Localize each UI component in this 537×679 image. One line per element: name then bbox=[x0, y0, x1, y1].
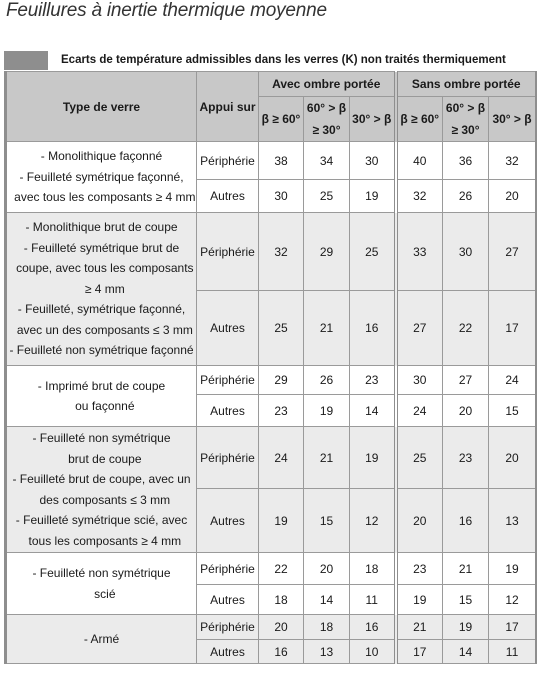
cell-value: 12 bbox=[489, 585, 537, 615]
cell-value: 23 bbox=[396, 553, 443, 585]
cell-value: 21 bbox=[304, 291, 350, 366]
cell-value: 32 bbox=[489, 142, 537, 180]
cell-value: 17 bbox=[489, 291, 537, 366]
cell-value: 27 bbox=[489, 213, 537, 291]
cell-value: 19 bbox=[396, 585, 443, 615]
table-row bbox=[6, 427, 537, 489]
cell-appui-sur: Autres bbox=[197, 180, 259, 213]
cell-value: 20 bbox=[396, 489, 443, 553]
cell-value: 30 bbox=[396, 366, 443, 395]
beta-line2: ≥ 30° bbox=[451, 123, 480, 137]
cell-appui-sur: Périphérie bbox=[197, 615, 259, 640]
type-line: - Feuilleté non symétrique façonné bbox=[9, 343, 194, 358]
cell-value: 19 bbox=[259, 489, 304, 553]
header-type-de-verre: Type de verre bbox=[6, 72, 197, 142]
cell-value: 27 bbox=[396, 291, 443, 366]
cell-value: 25 bbox=[259, 291, 304, 366]
cell-value: 30 bbox=[350, 142, 396, 180]
cell-value: 20 bbox=[489, 427, 537, 489]
cell-value: 22 bbox=[443, 291, 489, 366]
cell-value: 29 bbox=[259, 366, 304, 395]
table-row bbox=[6, 366, 537, 395]
cell-value: 13 bbox=[489, 489, 537, 553]
cell-value: 12 bbox=[350, 489, 396, 553]
type-line: avec tous les composants ≥ 4 mm bbox=[7, 190, 196, 205]
header-sans-ombre: Sans ombre portée bbox=[396, 72, 537, 97]
cell-appui-sur: Autres bbox=[197, 640, 259, 664]
type-line: brut de coupe bbox=[61, 451, 142, 466]
cell-value: 15 bbox=[304, 489, 350, 553]
cell-value: 32 bbox=[259, 213, 304, 291]
cell-type-de-verre bbox=[6, 213, 197, 366]
cell-value: 30 bbox=[259, 180, 304, 213]
cell-value: 13 bbox=[304, 640, 350, 664]
cell-value: 16 bbox=[443, 489, 489, 553]
cell-value: 34 bbox=[304, 142, 350, 180]
type-line: - Feuilleté, symétrique façonné, bbox=[17, 302, 186, 317]
cell-type-de-verre bbox=[6, 366, 197, 427]
cell-appui-sur: Périphérie bbox=[197, 213, 259, 291]
header-appui-sur: Appui sur bbox=[197, 72, 259, 142]
header-beta-60-30-sans bbox=[443, 97, 489, 142]
type-line: - Monolithique façonné bbox=[40, 149, 163, 164]
type-line: - Feuilleté symétrique façonné, bbox=[19, 169, 184, 184]
cell-value: 14 bbox=[304, 585, 350, 615]
cell-value: 14 bbox=[443, 640, 489, 664]
type-line: tous les composants ≥ 4 mm bbox=[21, 533, 182, 548]
cell-value: 19 bbox=[304, 395, 350, 427]
cell-value: 22 bbox=[259, 553, 304, 585]
cell-value: 19 bbox=[350, 180, 396, 213]
cell-value: 29 bbox=[304, 213, 350, 291]
type-line: - Imprimé brut de coupe bbox=[37, 378, 166, 393]
cell-value: 19 bbox=[489, 553, 537, 585]
table-body bbox=[6, 142, 537, 664]
cell-value: 27 bbox=[443, 366, 489, 395]
cell-value: 10 bbox=[350, 640, 396, 664]
cell-value: 20 bbox=[489, 180, 537, 213]
cell-value: 16 bbox=[350, 615, 396, 640]
cell-appui-sur: Périphérie bbox=[197, 553, 259, 585]
cell-value: 14 bbox=[350, 395, 396, 427]
table-caption: Ecarts de température admissibles dans les verres (K) non traités thermiquement bbox=[61, 54, 506, 66]
cell-value: 40 bbox=[396, 142, 443, 180]
cell-value: 20 bbox=[304, 553, 350, 585]
header-beta-ge-60-sans: β ≥ 60° bbox=[396, 97, 443, 142]
type-line: - Armé bbox=[83, 631, 120, 646]
cell-value: 25 bbox=[396, 427, 443, 489]
header-beta-lt-30-sans: 30° > β bbox=[489, 97, 537, 142]
cell-value: 19 bbox=[350, 427, 396, 489]
beta-line2: ≥ 30° bbox=[312, 123, 341, 137]
type-line: ou façonné bbox=[68, 399, 135, 413]
beta-line1: 60° > β bbox=[445, 101, 486, 115]
type-line: - Monolithique brut de coupe bbox=[25, 220, 178, 235]
cell-type-de-verre bbox=[6, 553, 197, 615]
cell-value: 18 bbox=[304, 615, 350, 640]
cell-value: 25 bbox=[304, 180, 350, 213]
cell-value: 11 bbox=[350, 585, 396, 615]
header-avec-ombre: Avec ombre portée bbox=[259, 72, 396, 97]
cell-appui-sur: Périphérie bbox=[197, 366, 259, 395]
table-row bbox=[6, 213, 537, 291]
cell-value: 38 bbox=[259, 142, 304, 180]
cell-value: 19 bbox=[443, 615, 489, 640]
cell-value: 15 bbox=[443, 585, 489, 615]
cell-value: 21 bbox=[396, 615, 443, 640]
type-line: - Feuilleté symétrique scié, avec bbox=[15, 513, 188, 527]
cell-value: 23 bbox=[350, 366, 396, 395]
table-row bbox=[6, 553, 537, 585]
type-line: - Feuilleté brut de coupe, avec un bbox=[12, 472, 191, 486]
cell-value: 21 bbox=[304, 427, 350, 489]
cell-value: 32 bbox=[396, 180, 443, 213]
type-line: - Feuilleté non symétrique bbox=[32, 566, 171, 580]
cell-value: 16 bbox=[259, 640, 304, 664]
type-line: coupe, avec tous les composants bbox=[9, 261, 194, 276]
cell-value: 33 bbox=[396, 213, 443, 291]
header-beta-ge-60-avec: β ≥ 60° bbox=[259, 97, 304, 142]
type-line: ≥ 4 mm bbox=[78, 281, 125, 296]
cell-type-de-verre bbox=[6, 427, 197, 553]
cell-value: 26 bbox=[304, 366, 350, 395]
type-line: - Feuilleté non symétrique bbox=[32, 431, 171, 445]
cell-value: 24 bbox=[396, 395, 443, 427]
cell-value: 23 bbox=[443, 427, 489, 489]
cell-value: 18 bbox=[259, 585, 304, 615]
cell-appui-sur: Périphérie bbox=[197, 427, 259, 489]
cell-value: 24 bbox=[259, 427, 304, 489]
cell-value: 17 bbox=[396, 640, 443, 664]
table-row bbox=[6, 615, 537, 640]
cell-value: 21 bbox=[443, 553, 489, 585]
temperature-table bbox=[4, 71, 537, 664]
table-row bbox=[6, 142, 537, 180]
type-line: scié bbox=[87, 586, 116, 601]
type-line: des composants ≤ 3 mm bbox=[32, 492, 171, 507]
cell-value: 36 bbox=[443, 142, 489, 180]
cell-appui-sur: Autres bbox=[197, 291, 259, 366]
cell-value: 20 bbox=[259, 615, 304, 640]
cell-value: 24 bbox=[489, 366, 537, 395]
cell-value: 25 bbox=[350, 213, 396, 291]
cell-value: 18 bbox=[350, 553, 396, 585]
header-beta-60-30-avec bbox=[304, 97, 350, 142]
cell-type-de-verre bbox=[6, 142, 197, 213]
cell-appui-sur: Autres bbox=[197, 489, 259, 553]
cell-value: 20 bbox=[443, 395, 489, 427]
cell-value: 11 bbox=[489, 640, 537, 664]
beta-line1: 60° > β bbox=[306, 101, 347, 115]
page-title: Feuillures à inertie thermique moyenne bbox=[6, 0, 327, 21]
header-beta-lt-30-avec: 30° > β bbox=[350, 97, 396, 142]
cell-value: 17 bbox=[489, 615, 537, 640]
cell-type-de-verre bbox=[6, 615, 197, 664]
cell-value: 26 bbox=[443, 180, 489, 213]
cell-value: 16 bbox=[350, 291, 396, 366]
cell-value: 30 bbox=[443, 213, 489, 291]
cell-appui-sur: Autres bbox=[197, 395, 259, 427]
type-line: - Feuilleté symétrique brut de bbox=[23, 240, 180, 255]
cell-value: 15 bbox=[489, 395, 537, 427]
caption-bar bbox=[4, 51, 48, 70]
cell-value: 23 bbox=[259, 395, 304, 427]
type-line: avec un des composants ≤ 3 mm bbox=[10, 322, 193, 337]
cell-appui-sur: Périphérie bbox=[197, 142, 259, 180]
cell-appui-sur: Autres bbox=[197, 585, 259, 615]
